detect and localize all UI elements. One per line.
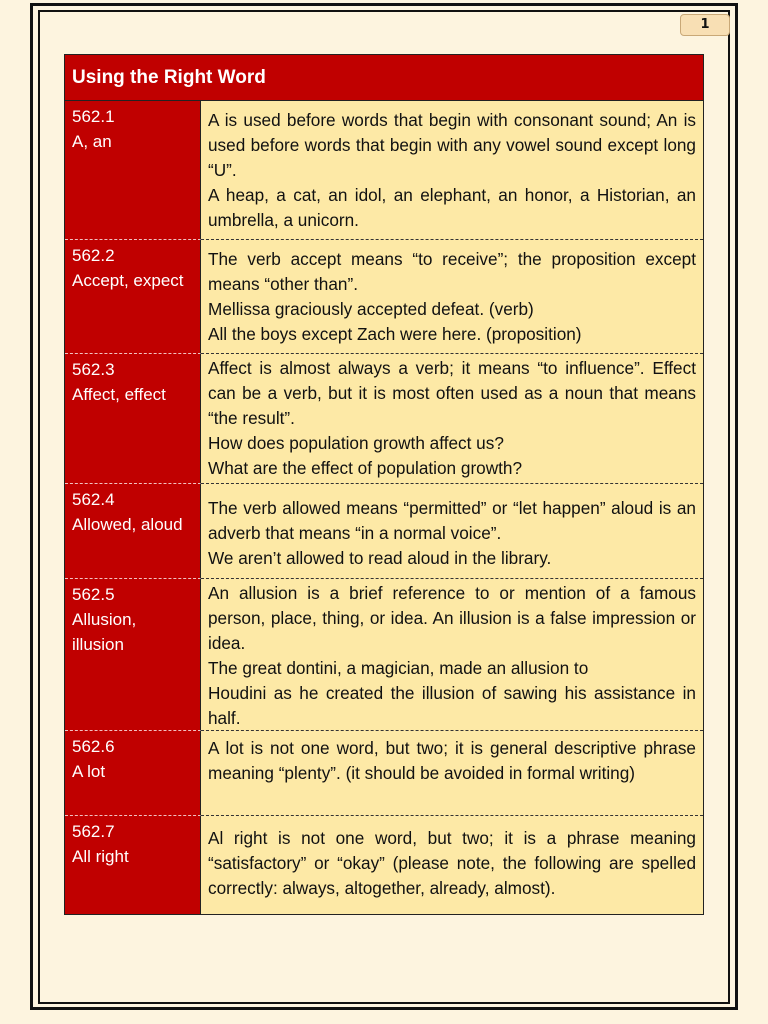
entry-description — [201, 240, 703, 354]
entry-number: 562.1 — [72, 107, 115, 126]
table-row — [65, 579, 703, 731]
entry-term: Allusion, illusion — [72, 610, 137, 654]
table-row — [65, 484, 703, 579]
entry-line: A is used before words that begin with consonant sound; An is used before words that begin with any vowel sound except long “U”. — [208, 110, 696, 180]
entry-description — [201, 101, 703, 240]
entry-number: 562.2 — [72, 246, 115, 265]
word-usage-table — [64, 54, 704, 915]
entry-line: Al right is not one word, but two; it is a phrase meaning “satisfactory” or “okay” (please note, the following are spelled correctly: always, altogether, already, almost). — [208, 828, 696, 898]
entry-line: An allusion is a brief reference to or mention of a famous person, place, thing, or idea. An illusion is a false impression or idea. — [208, 583, 696, 653]
entry-line: A lot is not one word, but two; it is general descriptive phrase meaning “plenty”. (it should be avoided in formal writing) — [208, 738, 696, 783]
entry-line: A heap, a cat, an idol, an elephant, an honor, a Historian, an umbrella, a unicorn. — [208, 185, 696, 230]
entry-label — [65, 240, 201, 354]
entry-line: What are the effect of population growth? — [208, 458, 523, 478]
entry-line: The verb allowed means “permitted” or “let happen” aloud is an adverb that means “in a normal voice”. — [208, 498, 696, 543]
entry-line: Houdini as he created the illusion of sawing his assistance in half. — [208, 683, 696, 728]
entry-term: All right — [72, 847, 129, 866]
entry-term: A, an — [72, 132, 112, 151]
entry-description — [201, 579, 703, 731]
entry-label — [65, 101, 201, 240]
table-title: Using the Right Word — [65, 55, 703, 101]
entry-term: A lot — [72, 762, 106, 781]
entry-number: 562.5 — [72, 585, 115, 604]
entry-line: How does population growth affect us? — [208, 433, 504, 453]
entry-label — [65, 484, 201, 579]
entry-term: Accept, expect — [72, 271, 184, 290]
entry-line: We aren’t allowed to read aloud in the library. — [208, 548, 552, 568]
entry-label — [65, 731, 201, 816]
entry-term: Affect, effect — [72, 385, 166, 404]
entry-number: 562.4 — [72, 490, 115, 509]
table-row — [65, 731, 703, 816]
page-number: 1 — [680, 14, 730, 36]
entry-number: 562.6 — [72, 737, 115, 756]
entry-line: The great dontini, a magician, made an allusion to — [208, 658, 589, 678]
entry-number: 562.3 — [72, 360, 115, 379]
entry-description — [201, 484, 703, 579]
entry-line: The verb accept means “to receive”; the proposition except means “other than”. — [208, 249, 696, 294]
table-row — [65, 240, 703, 354]
entry-label — [65, 354, 201, 484]
table-row — [65, 816, 703, 914]
table-row — [65, 101, 703, 240]
table-row — [65, 354, 703, 484]
entry-description — [201, 354, 703, 484]
entry-term: Allowed, aloud — [72, 515, 183, 534]
entry-description — [201, 731, 703, 816]
entry-line: Mellissa graciously accepted defeat. (verb) — [208, 299, 534, 319]
entry-line: All the boys except Zach were here. (proposition) — [208, 324, 582, 344]
entry-label — [65, 579, 201, 731]
entry-label — [65, 816, 201, 914]
entry-line: Affect is almost always a verb; it means “to influence”. Effect can be a verb, but it is most often used as a noun that means “the result”. — [208, 358, 696, 428]
entry-description — [201, 816, 703, 914]
entry-number: 562.7 — [72, 822, 115, 841]
